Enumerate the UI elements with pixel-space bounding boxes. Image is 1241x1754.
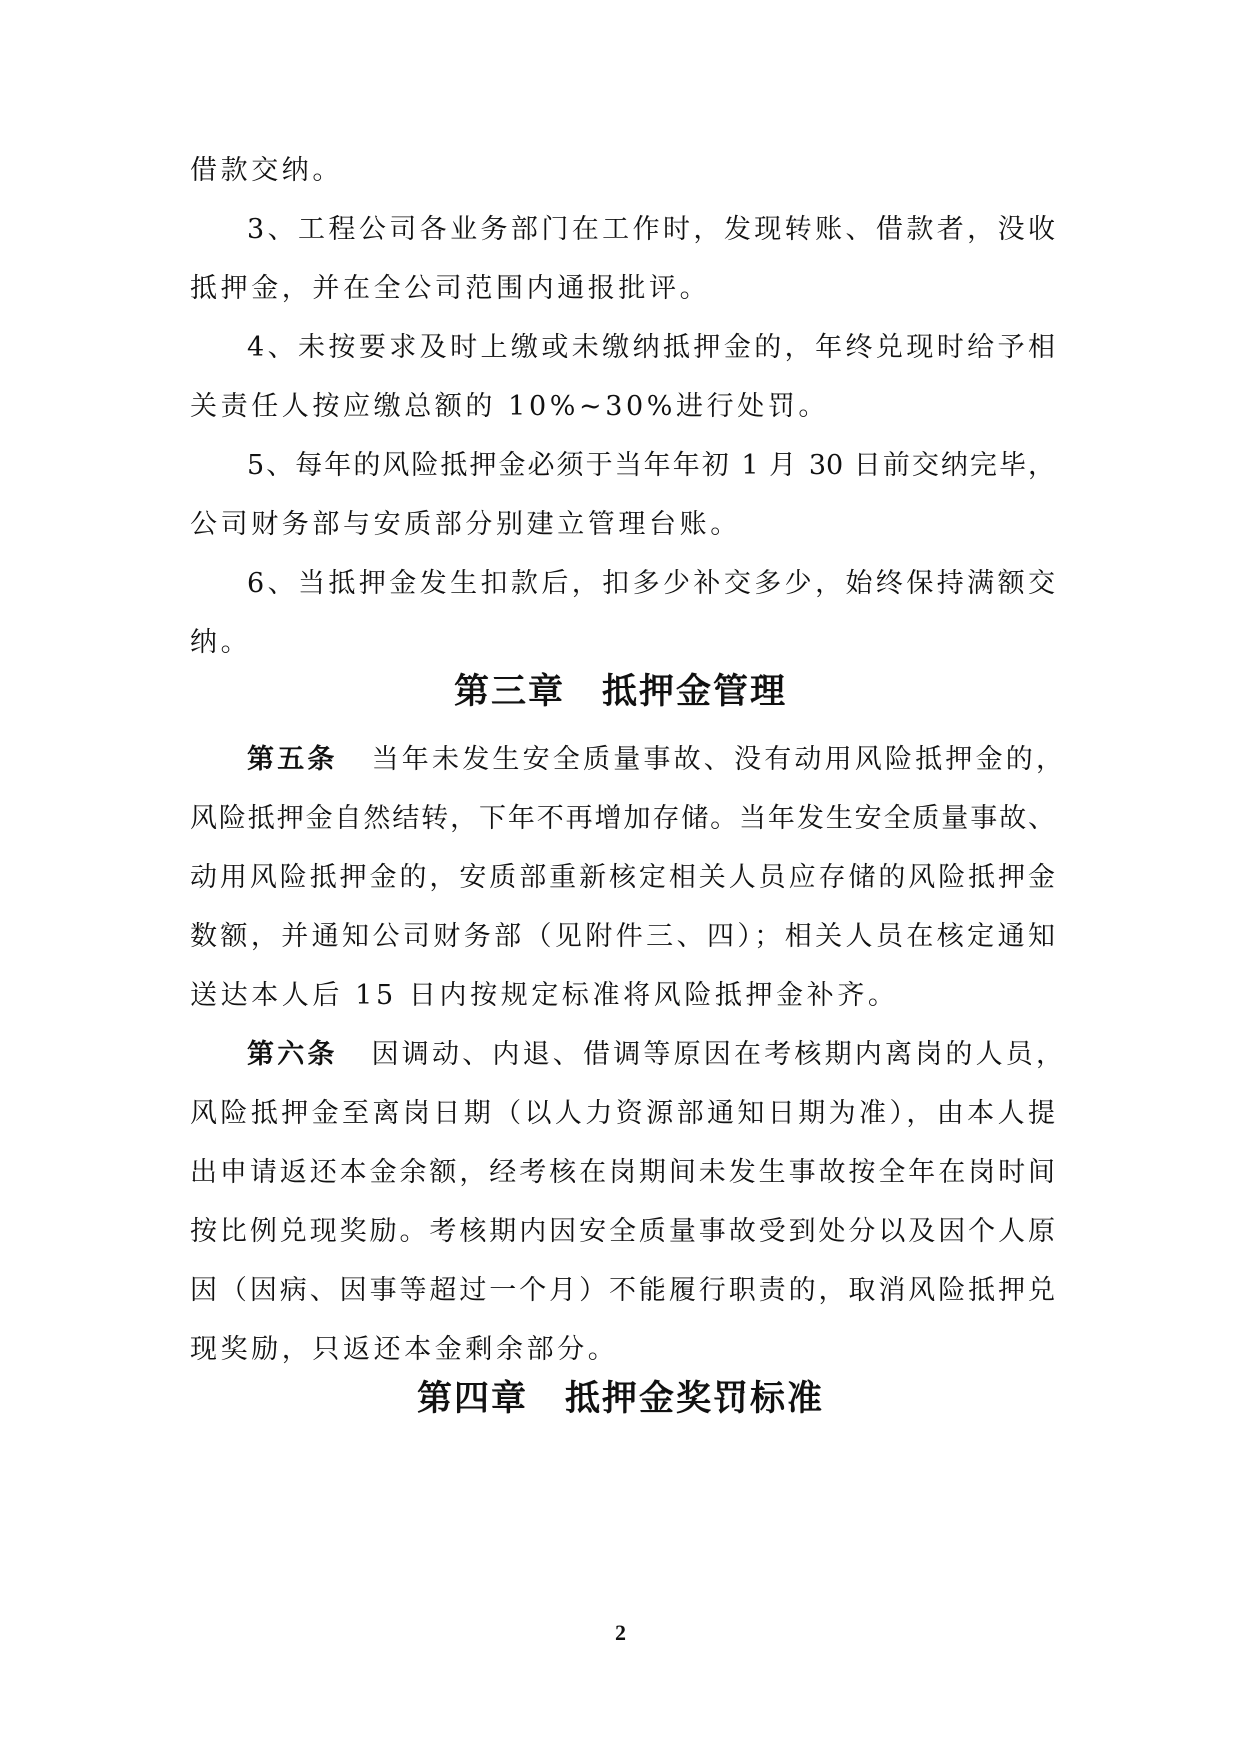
body-line: 出申请返还本金余额，经考核在岗期间未发生事故按全年在岗时间 bbox=[190, 1157, 1055, 1188]
body-line: 6、当抵押金发生扣款后，扣多少补交多少，始终保持满额交 bbox=[247, 568, 1055, 599]
chapter-heading: 第四章 抵押金奖罚标准 bbox=[416, 1379, 824, 1419]
body-line: 风险抵押金自然结转，下年不再增加存储。当年发生安全质量事故、 bbox=[190, 803, 1055, 834]
body-line: 纳。 bbox=[190, 627, 252, 658]
page-number: 2 bbox=[615, 1620, 626, 1645]
article-label: 第五条 bbox=[247, 744, 338, 775]
body-line: 关责任人按应缴总额的 10%~30%进行处罚。 bbox=[190, 391, 830, 422]
body-line: 5、每年的风险抵押金必须于当年年初 1 月 30 日前交纳完毕， bbox=[247, 450, 1055, 481]
body-line: 3、工程公司各业务部门在工作时，发现转账、借款者，没收 bbox=[247, 214, 1055, 245]
body-line: 4、未按要求及时上缴或未缴纳抵押金的，年终兑现时给予相 bbox=[247, 332, 1055, 363]
body-line: 动用风险抵押金的，安质部重新核定相关人员应存储的风险抵押金 bbox=[190, 862, 1055, 893]
body-line: 因（因病、因事等超过一个月）不能履行职责的，取消风险抵押兑 bbox=[190, 1275, 1055, 1306]
chapter-heading: 第三章 抵押金管理 bbox=[453, 672, 787, 712]
body-line: 数额，并通知公司财务部（见附件三、四）；相关人员在核定通知 bbox=[190, 921, 1055, 952]
article-text: 因调动、内退、借调等原因在考核期内离岗的人员， bbox=[371, 1039, 1067, 1070]
body-line: 按比例兑现奖励。考核期内因安全质量事故受到处分以及因个人原 bbox=[190, 1216, 1055, 1247]
body-line: 送达本人后 15 日内按规定标准将风险抵押金补齐。 bbox=[190, 980, 899, 1011]
body-line: 抵押金，并在全公司范围内通报批评。 bbox=[190, 273, 711, 304]
body-line: 公司财务部与安质部分别建立管理台账。 bbox=[190, 509, 741, 540]
article-label: 第六条 bbox=[247, 1039, 338, 1070]
article-first-line bbox=[247, 1035, 1066, 1075]
article-text: 当年未发生安全质量事故、没有动用风险抵押金的， bbox=[371, 744, 1067, 775]
body-line: 风险抵押金至离岗日期（以人力资源部通知日期为准），由本人提 bbox=[190, 1098, 1055, 1129]
article-first-line bbox=[247, 740, 1066, 780]
body-line: 借款交纳。 bbox=[190, 155, 343, 186]
body-line: 现奖励，只返还本金剩余部分。 bbox=[190, 1334, 619, 1365]
